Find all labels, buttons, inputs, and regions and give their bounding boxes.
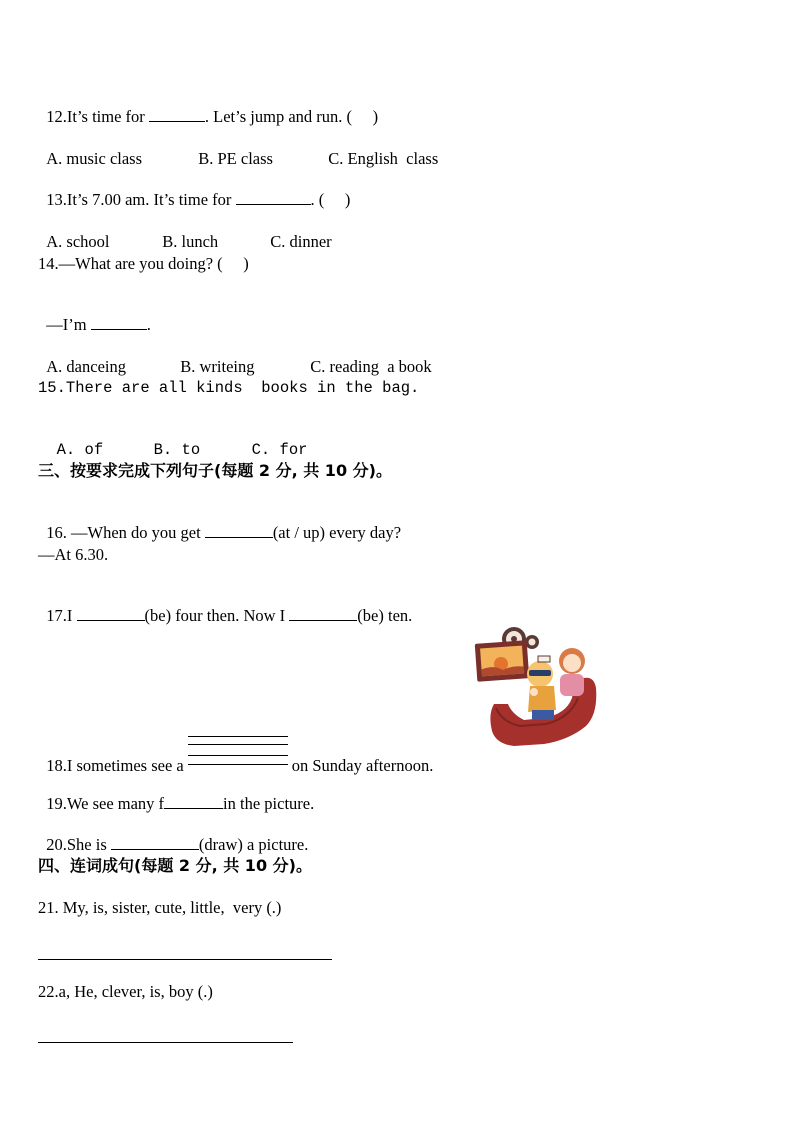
q18-text-before: 18.I sometimes see a: [46, 756, 184, 775]
question-13: [38, 170, 350, 210]
q20-text-after: (draw) a picture.: [198, 835, 309, 854]
q14-option-b[interactable]: B. writeing: [180, 357, 255, 376]
q20-text-before: 20.She is: [46, 835, 111, 854]
question-18: [38, 731, 433, 776]
q14-answer-line: [38, 295, 151, 335]
section-3-heading: 三、按要求完成下列句子(每题 2 分, 共 10 分)。: [38, 461, 392, 480]
q19-blank[interactable]: [164, 794, 223, 809]
q20-blank[interactable]: [111, 835, 199, 850]
q14-blank[interactable]: [91, 315, 147, 330]
q17-part-2: (be) four then. Now I: [144, 606, 290, 625]
q13-option-b[interactable]: B. lunch: [162, 232, 219, 251]
cinema-kids-illustration: [474, 626, 602, 748]
q15-options: [38, 420, 307, 460]
question-14: 14.—What are you doing? ( ): [38, 254, 249, 273]
section-4-heading: 四、连词成句(每题 2 分, 共 10 分)。: [38, 856, 312, 875]
q13-text-before: 13.It’s 7.00 am. It’s time for: [46, 190, 236, 209]
q16-blank[interactable]: [205, 523, 273, 538]
q16-text-after: (at / up) every day?: [272, 523, 402, 542]
q17-blank-2[interactable]: [289, 606, 357, 621]
question-22: 22.a, He, clever, is, boy (.): [38, 982, 213, 1001]
q18-text-after: on Sunday afternoon.: [291, 756, 434, 775]
q22-answer-line[interactable]: [38, 1042, 293, 1043]
q14-option-a[interactable]: A. danceing: [46, 357, 126, 376]
q12-option-c[interactable]: C. English class: [328, 149, 439, 168]
q12-option-a[interactable]: A. music class: [46, 149, 143, 168]
q15-option-b[interactable]: B. to: [153, 441, 201, 459]
q12-text-before: 12.It’s time for: [46, 107, 149, 126]
question-15: 15.There are all kinds books in the bag.: [38, 379, 420, 397]
q14-option-c[interactable]: C. reading a book: [310, 357, 432, 376]
q12-option-b[interactable]: B. PE class: [198, 149, 273, 168]
question-19: [38, 774, 314, 814]
question-16: [38, 503, 401, 543]
q15-option-c[interactable]: C. for: [251, 441, 308, 459]
question-20: [38, 815, 308, 855]
q12-text-after: . Let’s jump and run. ( ): [204, 107, 379, 126]
q21-answer-line[interactable]: [38, 959, 332, 960]
q19-text-after: in the picture.: [223, 794, 315, 813]
q14-answer-before: —I’m: [46, 315, 91, 334]
q14-answer-after: .: [146, 315, 151, 334]
q16-answer: —At 6.30.: [38, 545, 109, 564]
q19-text-before: 19.We see many f: [46, 794, 165, 813]
q13-option-c[interactable]: C. dinner: [270, 232, 332, 251]
q17-part-3: (be) ten.: [357, 606, 413, 625]
q15-option-a[interactable]: A. of: [56, 441, 104, 459]
question-21: 21. My, is, sister, cute, little, very (.): [38, 898, 282, 917]
q13-text-after: . ( ): [310, 190, 351, 209]
q17-blank-1[interactable]: [77, 606, 145, 621]
q13-blank[interactable]: [236, 190, 311, 205]
q17-part-1: 17.I: [46, 606, 77, 625]
question-17: [38, 586, 412, 626]
q12-options: [38, 129, 438, 169]
q13-options: [38, 212, 332, 252]
q14-options: [38, 337, 432, 377]
q12-blank[interactable]: [149, 107, 205, 122]
q13-option-a[interactable]: A. school: [46, 232, 110, 251]
question-12: [38, 87, 378, 127]
q18-four-line-blank[interactable]: [188, 751, 288, 771]
q16-text-before: 16. —When do you get: [46, 523, 205, 542]
